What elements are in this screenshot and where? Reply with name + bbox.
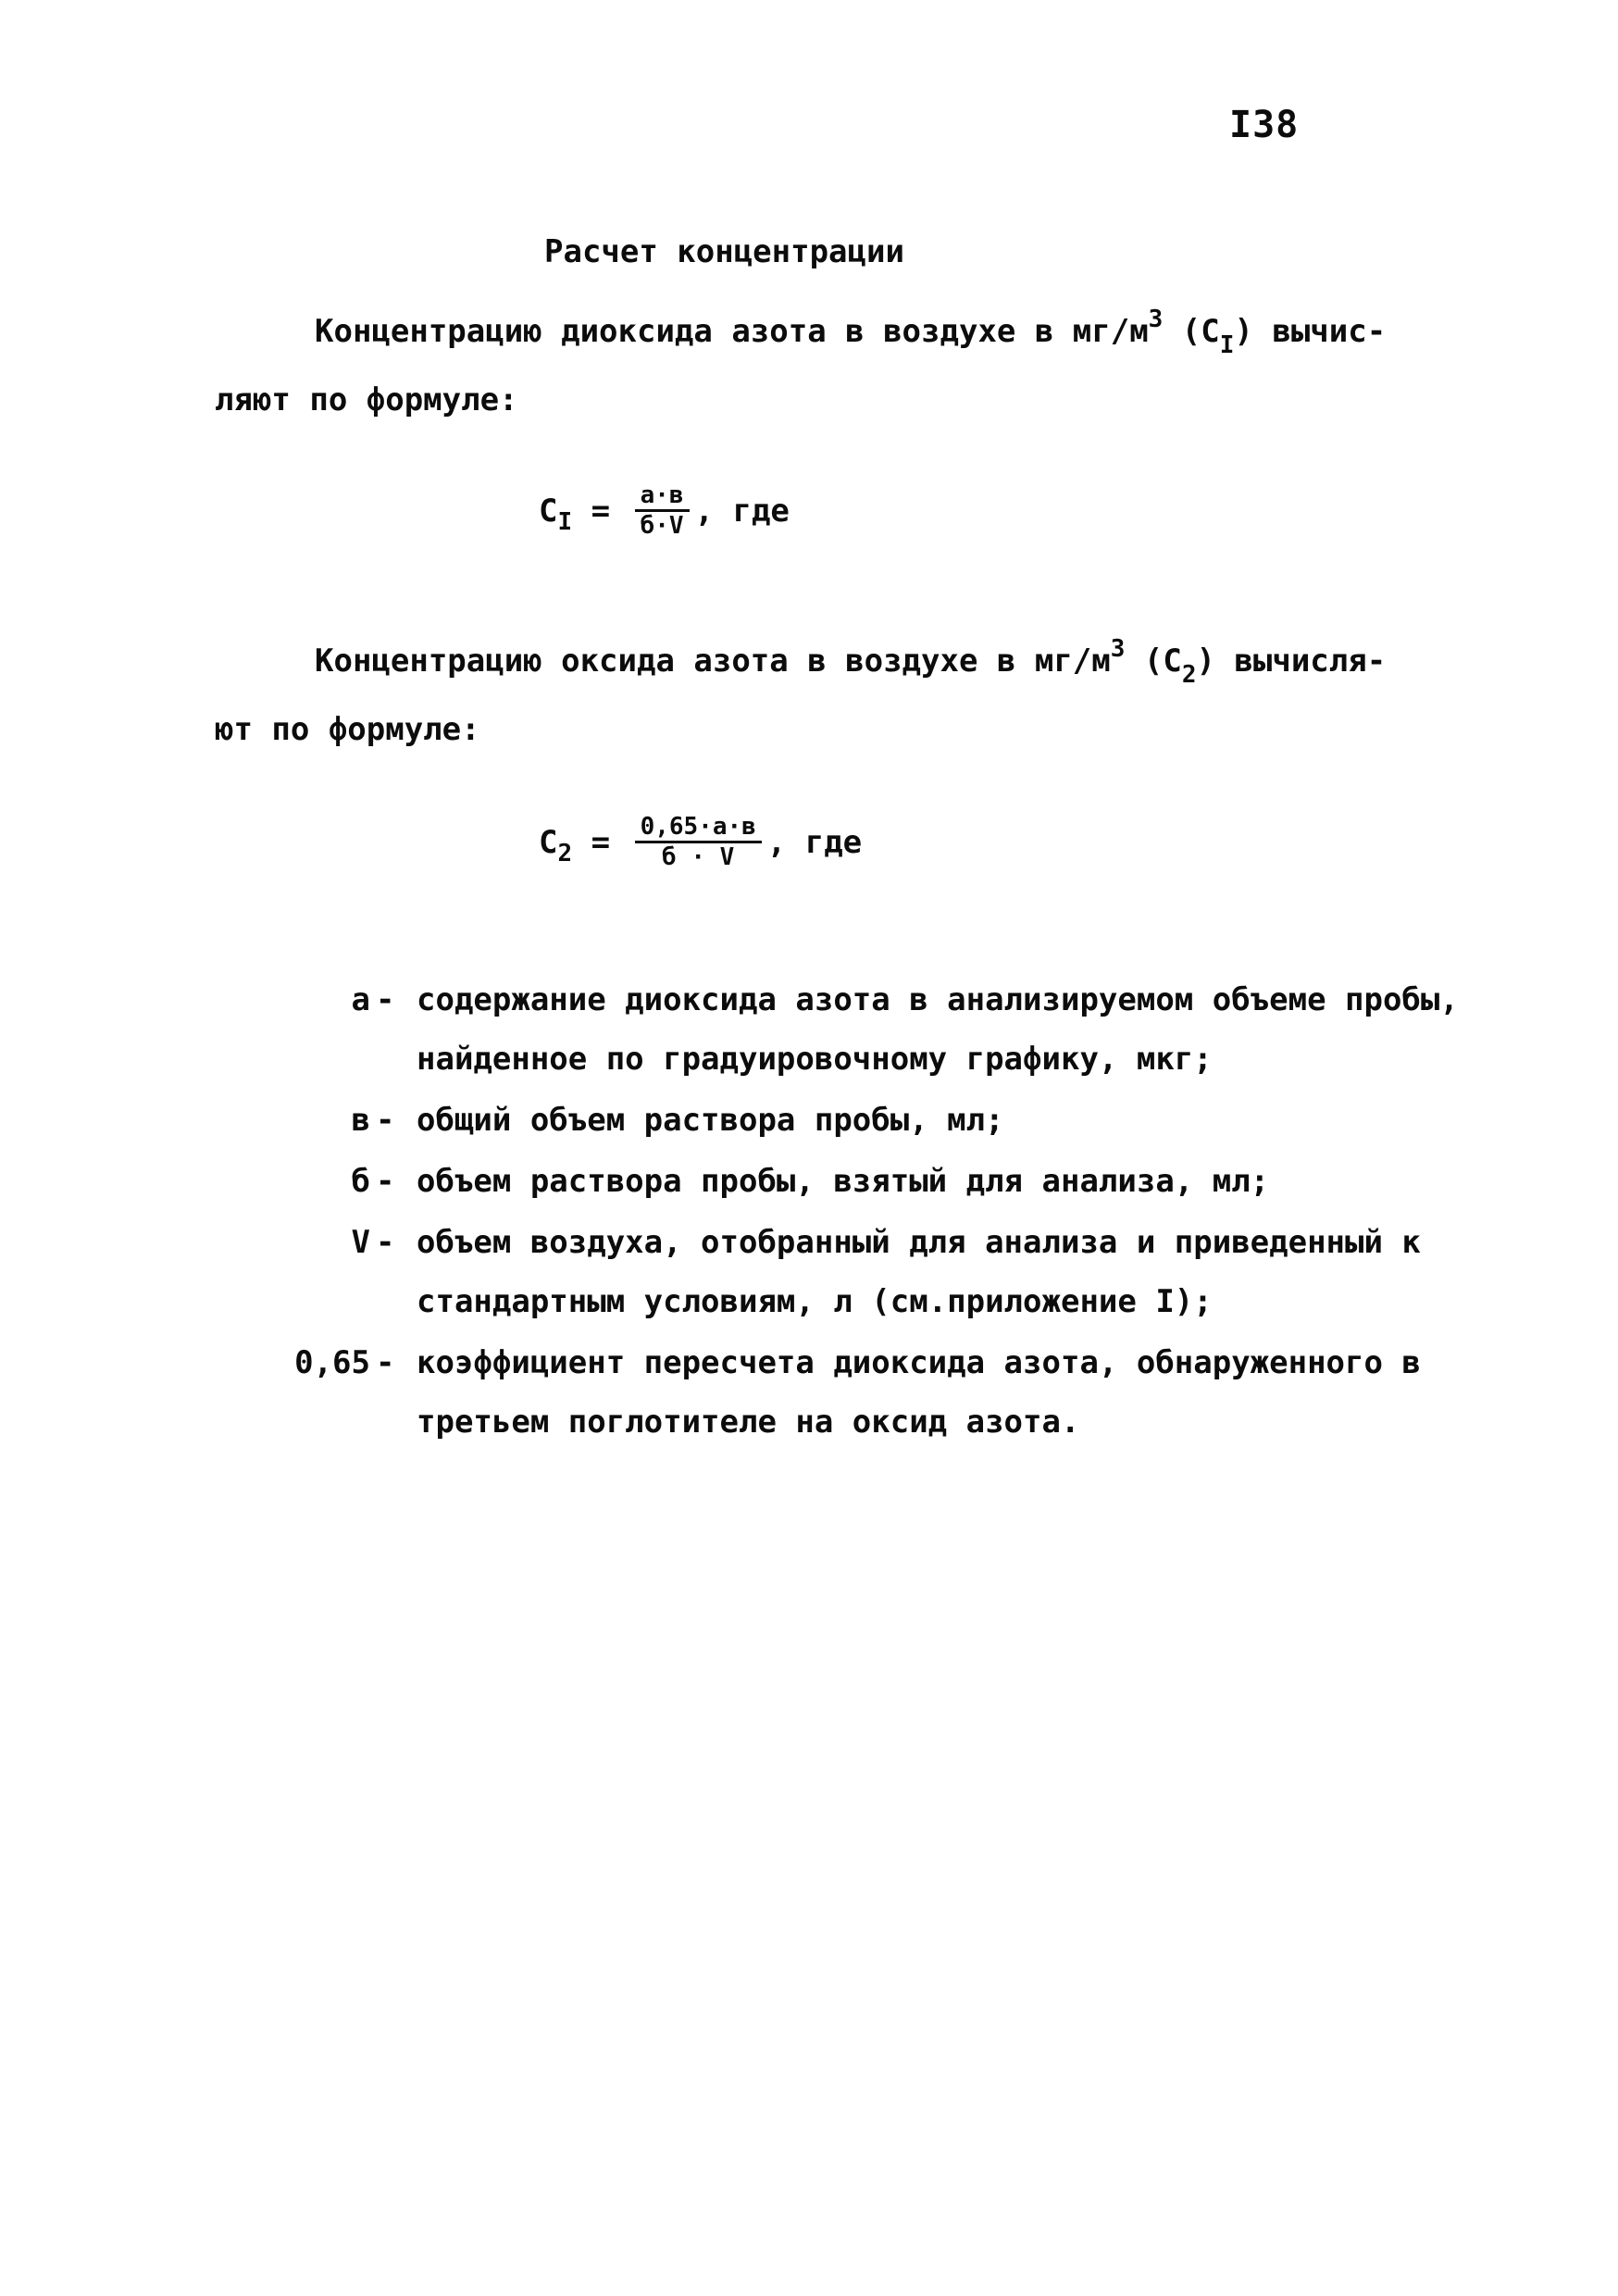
paragraph-1-text: Концентрацию диоксида азота в воздухе в мг/м — [315, 313, 1149, 350]
formula-2-equals: = — [572, 823, 629, 861]
formula-1-fraction — [635, 483, 690, 538]
paragraph-1-tail: ) вычис- — [1234, 313, 1387, 350]
paragraph-2-line-2: ют по формуле: — [215, 711, 480, 748]
definition-term-volume: V — [351, 1224, 370, 1261]
section-heading: Расчет концентрации — [544, 233, 904, 270]
paren-open: (С — [1125, 643, 1182, 680]
definition-term-v: в — [351, 1102, 370, 1139]
definition-continuation-coefficient: третьем поглотителе на оксид азота. — [417, 1404, 1080, 1441]
definition-continuation-a: найденное по градуировочному графику, мкг; — [417, 1041, 1213, 1078]
formula-2-denominator: б · V — [662, 843, 735, 871]
definition-dash: - — [376, 1163, 395, 1200]
formula-1-lhs: С — [539, 492, 558, 530]
definition-continuation-volume: стандартным условиям, л (см.приложение I); — [417, 1283, 1213, 1320]
definition-text-a: содержание диоксида азота в анализируемом объеме пробы, — [417, 981, 1459, 1018]
formula-1 — [539, 483, 790, 538]
paragraph-2-line-1 — [315, 635, 1387, 689]
paragraph-1-line-2: ляют по формуле: — [215, 381, 518, 418]
definition-text-v: общий объем раствора пробы, мл; — [417, 1102, 1004, 1139]
definition-term-a: а — [351, 981, 370, 1018]
definition-term-b: б — [351, 1163, 370, 1200]
page-number: I38 — [1229, 104, 1300, 146]
definition-text-b: объем раствора пробы, взятый для анализа, мл; — [417, 1163, 1270, 1200]
formula-2-numerator: 0,65·а·в — [635, 815, 762, 843]
definition-dash: - — [376, 1344, 395, 1381]
formula-2-lhs: С — [539, 823, 558, 861]
formula-1-lhs-subscript: I — [557, 507, 573, 536]
formula-1-equals: = — [572, 492, 629, 530]
subscript: 2 — [1181, 661, 1197, 689]
superscript: 3 — [1110, 635, 1126, 663]
formula-1-numerator: а·в — [635, 483, 690, 512]
definition-dash: - — [376, 1102, 395, 1139]
paragraph-2-text: Концентрацию оксида азота в воздухе в мг/м — [315, 643, 1111, 680]
definition-text-coefficient: коэффициент пересчета диоксида азота, обнаруженного в — [417, 1344, 1421, 1381]
paren-open: (С — [1163, 313, 1220, 350]
definition-text-volume: объем воздуха, отобранный для анализа и приведенный к — [417, 1224, 1421, 1261]
formula-1-tail: , где — [694, 492, 790, 530]
formula-2-fraction — [635, 815, 762, 869]
formula-1-denominator: б·V — [640, 512, 684, 540]
formula-2 — [539, 815, 862, 869]
paragraph-1-line-1 — [315, 306, 1387, 359]
formula-2-lhs-subscript: 2 — [557, 839, 573, 867]
subscript: I — [1219, 331, 1235, 359]
formula-2-tail: , где — [766, 823, 863, 861]
superscript: 3 — [1148, 306, 1164, 333]
definition-dash: - — [376, 981, 395, 1018]
definition-term-coefficient: 0,65 — [294, 1344, 370, 1381]
paragraph-2-tail: ) вычисля- — [1196, 643, 1387, 680]
definition-dash: - — [376, 1224, 395, 1261]
